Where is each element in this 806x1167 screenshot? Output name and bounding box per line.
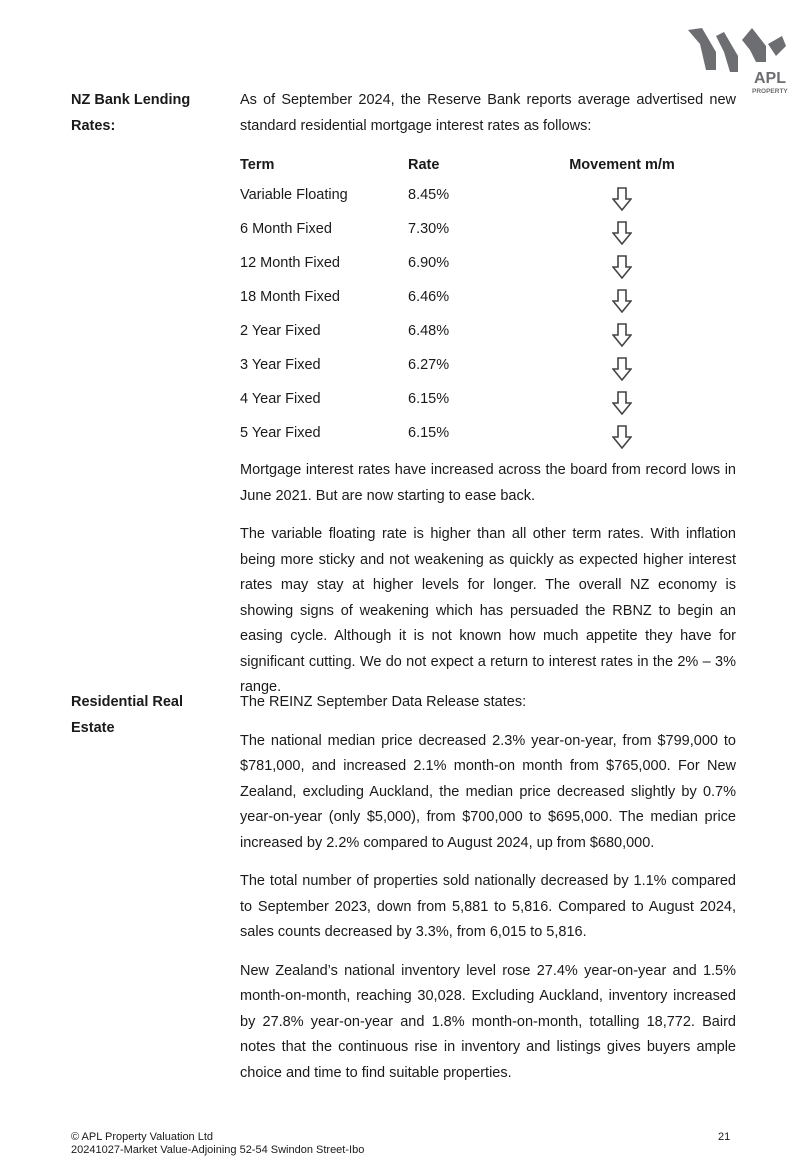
movement-cell — [532, 280, 712, 314]
column-header-term: Term — [240, 157, 275, 173]
down-arrow-icon — [612, 289, 632, 313]
paragraph: As of September 2024, the Reserve Bank reports average advertised new standard residential mortgage interest rates as follows: — [240, 92, 736, 134]
down-arrow-icon — [612, 425, 632, 449]
paragraph: The total number of properties sold nationally decreased by 1.1% compared to September 2023, down from 5,881 to 5,816. Compared to August 2024, sales counts decreased by 3.3%, from 6,015 to 5,816. — [240, 873, 736, 940]
table-row — [240, 314, 712, 348]
table-row — [240, 280, 712, 314]
paragraph: New Zealand’s national inventory level rose 27.4% year-on-year and 1.5% month-on-month, reaching 30,028. Excluding Auckland, inventory increased by 27.8% year-on-year and 1.8% month-on-month, totalling 18,772. Baird notes that the continuous rise in inventory and listings gives buyers ample choice and time to find suitable properties. — [240, 962, 736, 1081]
rate-cell: 6.15% — [408, 391, 450, 407]
footer — [71, 1131, 364, 1157]
term-cell: 6 Month Fixed — [240, 221, 332, 237]
movement-cell — [532, 212, 712, 246]
section-label-lending — [71, 88, 190, 139]
rates-table — [240, 152, 712, 450]
rate-cell: 7.30% — [408, 221, 450, 237]
rate-cell: 6.27% — [408, 357, 450, 373]
label-line: Estate — [71, 719, 115, 736]
rate-cell: 6.48% — [408, 323, 450, 339]
paragraph: Mortgage interest rates have increased across the board from record lows in June 2021. But are now starting to ease back. — [240, 462, 736, 504]
term-cell: Variable Floating — [240, 187, 348, 203]
movement-cell — [532, 178, 712, 212]
table-header-row — [240, 152, 712, 178]
paragraph: The REINZ September Data Release states: — [240, 694, 527, 710]
table-row — [240, 246, 712, 280]
term-cell: 12 Month Fixed — [240, 255, 340, 271]
movement-cell — [532, 382, 712, 416]
logo-mark — [686, 22, 790, 96]
table-row — [240, 382, 712, 416]
section-label-residential — [71, 690, 183, 741]
label-line: NZ Bank Lending — [71, 92, 191, 108]
down-arrow-icon — [612, 187, 632, 211]
table-row — [240, 416, 712, 450]
page-number: 21 — [718, 1131, 731, 1143]
movement-cell — [532, 348, 712, 382]
rate-cell: 8.45% — [408, 187, 450, 203]
lending-commentary — [240, 458, 736, 701]
down-arrow-icon — [612, 357, 632, 381]
rate-cell: 6.15% — [408, 425, 450, 441]
apl-property-logo — [686, 22, 790, 96]
term-cell: 4 Year Fixed — [240, 391, 321, 407]
term-cell: 2 Year Fixed — [240, 323, 321, 339]
table-row — [240, 212, 712, 246]
logo-subtext: PROPERTY — [752, 88, 788, 95]
column-header-rate: Rate — [408, 157, 440, 173]
label-line: Rates: — [71, 117, 116, 134]
movement-cell — [532, 246, 712, 280]
table-row — [240, 178, 712, 212]
movement-cell — [532, 314, 712, 348]
movement-cell — [532, 416, 712, 450]
footer-document-ref: 20241027-Market Value-Adjoining 52-54 Swindon Street-Ibo — [71, 1144, 365, 1156]
rate-cell: 6.90% — [408, 255, 450, 271]
lending-intro — [240, 88, 736, 139]
logo-text: APL — [754, 70, 786, 87]
down-arrow-icon — [612, 221, 632, 245]
label-line: Residential Real — [71, 694, 184, 710]
down-arrow-icon — [612, 323, 632, 347]
column-header-movement: Movement m/m — [569, 157, 675, 173]
residential-commentary — [240, 690, 736, 1086]
table-row — [240, 348, 712, 382]
term-cell: 3 Year Fixed — [240, 357, 321, 373]
paragraph: The variable floating rate is higher than all other term rates. With inflation being more sticky and not weakening as quickly as expected higher interest rates may stay at higher levels for longer. The overall NZ economy is showing signs of weakening which has persuaded the RBNZ to begin an easing cycle. Although it is not known how much appetite they have for significant cutting. We do not expect a return to interest rates in the 2% – 3% range. — [240, 526, 736, 695]
down-arrow-icon — [612, 391, 632, 415]
term-cell: 18 Month Fixed — [240, 289, 340, 305]
rate-cell: 6.46% — [408, 289, 450, 305]
down-arrow-icon — [612, 255, 632, 279]
paragraph: The national median price decreased 2.3% year-on-year, from $799,000 to $781,000, and increased 2.1% month-on month from $765,000. For New Zealand, excluding Auckland, the median price decreased slightly by 0.7% year-on-year (only $5,000), from $700,000 to $695,000. The median price increased by 2.2% compared to August 2024, up from $680,000. — [240, 732, 736, 851]
footer-copyright: © APL Property Valuation Ltd — [71, 1131, 214, 1143]
term-cell: 5 Year Fixed — [240, 425, 321, 441]
